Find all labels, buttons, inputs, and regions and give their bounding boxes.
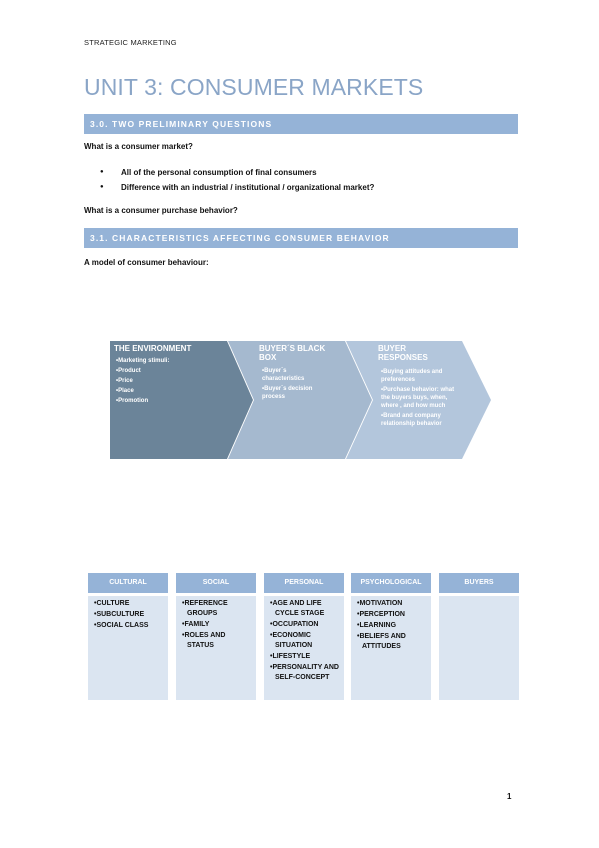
factor-item: • AGE AND LIFE CYCLE STAGE [270, 599, 340, 619]
factor-header: PSYCHOLOGICAL [351, 573, 431, 593]
black-box-title-line1: BUYER´S BLACK [259, 344, 326, 353]
section-heading-preliminary: 3.0. TWO PRELIMINARY QUESTIONS [84, 114, 518, 134]
responses-title-line1: BUYER [378, 344, 407, 353]
question-purchase-behavior: What is a consumer purchase behavior? [84, 206, 238, 215]
factor-header: SOCIAL [176, 573, 256, 593]
question-consumer-market: What is a consumer market? [84, 142, 193, 151]
factor-body [264, 596, 344, 700]
black-box-title [259, 344, 325, 362]
factor-header: CULTURAL [88, 573, 168, 593]
factor-item: • FAMILY [182, 620, 252, 630]
black-box-list [262, 367, 330, 403]
factor-item: • SUBCULTURE [94, 610, 164, 620]
responses-title-line2: RESPONSES [378, 353, 428, 362]
section-heading-characteristics: 3.1. CHARACTERISTICS AFFECTING CONSUMER BEHAVIOR [84, 228, 518, 248]
factor-item: • BELIEFS AND ATTITUDES [357, 632, 427, 652]
answer-bullet-list [100, 165, 374, 195]
factor-item: • LIFESTYLE [270, 652, 340, 662]
factor-body [88, 596, 168, 700]
environment-list [116, 357, 216, 407]
list-item: • Price [116, 377, 216, 385]
factor-item: • PERCEPTION [357, 610, 427, 620]
black-box-title-line2: BOX [259, 353, 277, 362]
factor-column-psychological [351, 573, 431, 700]
factor-item: • REFERENCE GROUPS [182, 599, 252, 619]
list-item: • Buyer´s decision process [262, 385, 330, 401]
factor-item: • OCCUPATION [270, 620, 340, 630]
factor-item: • CULTURE [94, 599, 164, 609]
factor-column-cultural [88, 573, 168, 700]
consumer-behavior-model [110, 341, 492, 459]
factor-item: • ROLES AND STATUS [182, 631, 252, 651]
list-item: • Brand and company relationship behavior [381, 412, 461, 428]
factor-body [439, 596, 519, 700]
factor-item: • PERSONALITY AND SELF-CONCEPT [270, 663, 340, 683]
factor-item: • SOCIAL CLASS [94, 621, 164, 631]
factor-item: • ECONOMIC SITUATION [270, 631, 340, 651]
factor-column-personal [264, 573, 344, 700]
factor-item: • LEARNING [357, 621, 427, 631]
factor-body [176, 596, 256, 700]
factor-body [351, 596, 431, 700]
factor-column-social [176, 573, 256, 700]
list-item: • Product [116, 367, 216, 375]
bullet-item: ● Difference with an industrial / institutional / organizational market? [100, 180, 374, 195]
list-item: • Promotion [116, 397, 216, 405]
list-item: • Place [116, 387, 216, 395]
factor-item: • MOTIVATION [357, 599, 427, 609]
list-item: • Buying attitudes and preferences [381, 368, 461, 384]
environment-title: THE ENVIRONMENT [114, 344, 192, 353]
factor-column-buyers [439, 573, 519, 700]
list-item: • Buyer´s characteristics [262, 367, 330, 383]
responses-list [381, 368, 461, 430]
model-intro: A model of consumer behaviour: [84, 258, 209, 267]
page-number: 1 [507, 792, 512, 801]
list-item: • Marketing stimuli: [116, 357, 216, 365]
page-header: STRATEGIC MARKETING [84, 38, 177, 47]
factor-header: PERSONAL [264, 573, 344, 593]
list-item: • Purchase behavior: what the buyers buys, when, where , and how much [381, 386, 461, 410]
bullet-item: ● All of the personal consumption of final consumers [100, 165, 374, 180]
responses-title [378, 344, 428, 362]
unit-title: UNIT 3: CONSUMER MARKETS [84, 74, 424, 100]
factor-header: BUYERS [439, 573, 519, 593]
